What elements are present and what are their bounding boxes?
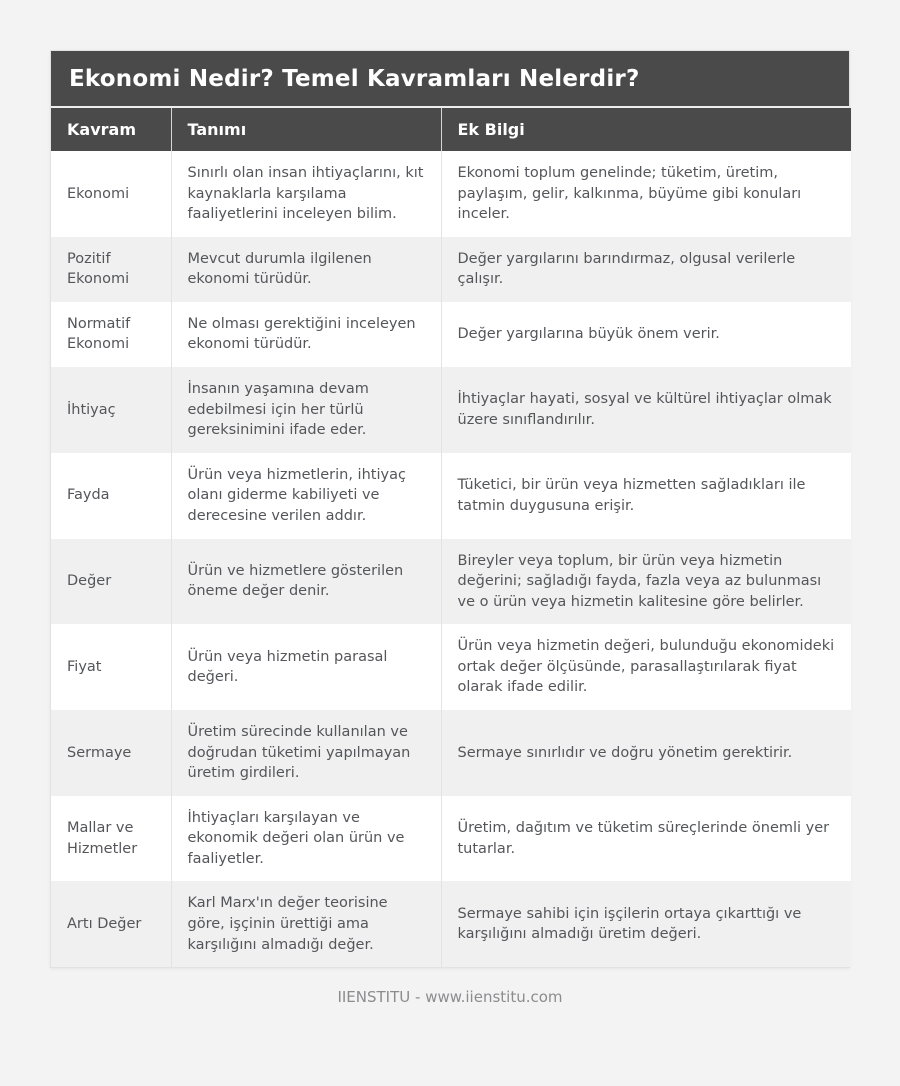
table-row (51, 302, 851, 367)
concept-cell: İhtiyaç (51, 367, 171, 453)
definition-cell: Mevcut durumla ilgilenen ekonomi türüdür. (171, 237, 441, 302)
table-row (51, 453, 851, 539)
extra-info-cell: Sermaye sınırlıdır ve doğru yönetim gerektirir. (457, 744, 793, 761)
column-header-ek-bilgi: Ek Bilgi (441, 108, 851, 151)
table-row (51, 539, 851, 625)
definition-cell: Sınırlı olan insan ihtiyaçlarını, kıt kaynaklarla karşılama faaliyetlerini inceleyen bilim. (171, 151, 441, 237)
economy-table-card (50, 50, 850, 968)
concept-cell: Artı Değer (51, 881, 171, 967)
column-header-tanimi: Tanımı (171, 108, 441, 151)
table-row (51, 624, 851, 710)
concept-cell: Fiyat (51, 624, 171, 710)
extra-info-cell: Değer yargılarını barındırmaz, olgusal verilerle çalışır. (457, 250, 796, 288)
column-header-kavram: Kavram (51, 108, 171, 151)
table-title-bar (51, 51, 849, 108)
concept-cell: Normatif Ekonomi (51, 302, 171, 367)
concepts-table (51, 108, 851, 967)
concept-cell: Fayda (51, 453, 171, 539)
extra-info-cell: Sermaye sahibi için işçilerin ortaya çıkarttığı ve karşılığını almadığı üretim değeri. (457, 905, 802, 943)
table-row (51, 237, 851, 302)
page-title: Ekonomi Nedir? Temel Kavramları Nelerdir? (69, 66, 640, 92)
table-row (51, 881, 851, 967)
table-row (51, 151, 851, 237)
extra-info-cell: Ürün veya hizmetin değeri, bulunduğu ekonomideki ortak değer ölçüsünde, parasallaştırılarak fiyat olarak ifade edilir. (457, 638, 835, 696)
table-row (51, 367, 851, 453)
definition-cell: Ürün veya hizmetlerin, ihtiyaç olanı giderme kabiliyeti ve derecesine verilen addır. (171, 453, 441, 539)
extra-info-cell: İhtiyaçlar hayati, sosyal ve kültürel ihtiyaçlar olmak üzere sınıflandırılır. (457, 391, 832, 428)
extra-info-cell: Tüketici, bir ürün veya hizmetten sağladıkları ile tatmin duygusuna erişir. (457, 477, 806, 514)
extra-info-cell: Bireyler veya toplum, bir ürün veya hizmetin değerini; sağladığı fayda, fazla veya az bulunması ve o ürün veya hizmetin kalitesine göre belirler. (457, 552, 822, 610)
concept-cell: Ekonomi (51, 151, 171, 237)
concept-cell: Değer (51, 539, 171, 625)
extra-info-cell: Ekonomi toplum genelinde; tüketim, üretim, paylaşım, gelir, kalkınma, büyüme gibi konuları inceler. (457, 165, 802, 223)
table-header-row (51, 108, 851, 151)
definition-cell: İhtiyaçları karşılayan ve ekonomik değeri olan ürün ve faaliyetler. (171, 796, 441, 882)
definition-cell: Karl Marx'ın değer teorisine göre, işçinin ürettiği ama karşılığını almadığı değer. (171, 881, 441, 967)
extra-info-cell: Üretim, dağıtım ve tüketim süreçlerinde önemli yer tutarlar. (457, 820, 830, 857)
table-row (51, 796, 851, 882)
definition-cell: Ürün veya hizmetin parasal değeri. (171, 624, 441, 710)
definition-cell: Ürün ve hizmetlere gösterilen öneme değer denir. (171, 539, 441, 625)
concept-cell: Pozitif Ekonomi (51, 237, 171, 302)
definition-cell: Ne olması gerektiğini inceleyen ekonomi türüdür. (171, 302, 441, 367)
definition-cell: Üretim sürecinde kullanılan ve doğrudan tüketimi yapılmayan üretim girdileri. (171, 710, 441, 796)
definition-cell: İnsanın yaşamına devam edebilmesi için her türlü gereksinimini ifade eder. (171, 367, 441, 453)
concept-cell: Mallar ve Hizmetler (51, 796, 171, 882)
table-row (51, 710, 851, 796)
concept-cell: Sermaye (51, 710, 171, 796)
extra-info-cell: Değer yargılarına büyük önem verir. (457, 326, 720, 343)
footer-credit: IIENSTITU - www.iienstitu.com (337, 988, 563, 1007)
